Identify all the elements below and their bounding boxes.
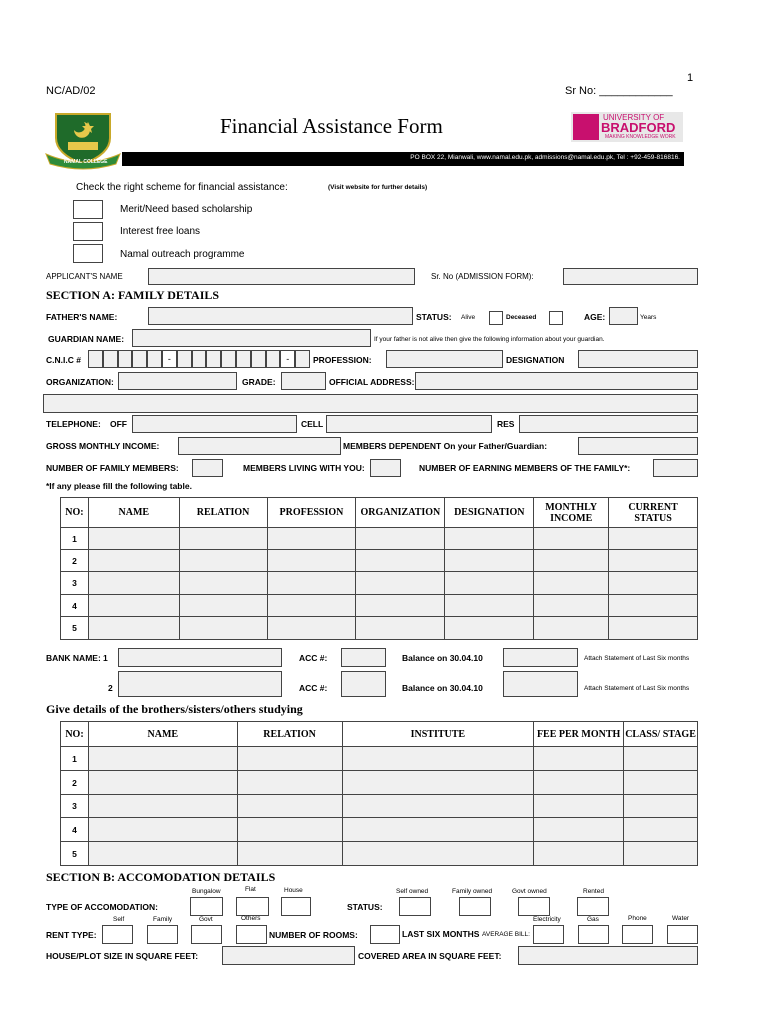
col-current-status: CURRENT STATUS bbox=[609, 498, 698, 528]
bank-row-1-no: 1 bbox=[103, 653, 108, 663]
covered-area-label: COVERED AREA IN SQUARE FEET: bbox=[358, 951, 502, 961]
col-designation: DESIGNATION bbox=[445, 498, 534, 528]
acc-1-label: ACC #: bbox=[299, 653, 328, 663]
bank-name-1-field[interactable] bbox=[118, 648, 282, 667]
water-bill-field[interactable] bbox=[667, 925, 698, 944]
rented-checkbox[interactable] bbox=[577, 897, 609, 916]
form-code: NC/AD/02 bbox=[46, 85, 96, 97]
table-row bbox=[61, 747, 698, 771]
college-logo-text: NAMAL COLLEGE bbox=[64, 159, 108, 165]
family-members-label: NUMBER OF FAMILY MEMBERS: bbox=[46, 463, 179, 473]
balance-2-field[interactable] bbox=[503, 671, 578, 697]
bill-option-electricity: Electricity bbox=[533, 916, 561, 923]
section-b-title: SECTION B: ACCOMODATION DETAILS bbox=[46, 870, 276, 884]
col-no: NO: bbox=[61, 722, 89, 747]
cnic-dash-1: - bbox=[162, 350, 177, 368]
table-note: *If any please fill the following table. bbox=[46, 481, 192, 491]
university-logo-line2: BRADFORD bbox=[601, 120, 676, 135]
table-row bbox=[61, 795, 698, 818]
covered-area-field[interactable] bbox=[518, 946, 698, 965]
rent-option-family: Family bbox=[153, 916, 173, 923]
sr-no-label: Sr No: ____________ bbox=[565, 85, 673, 97]
status-option-rented: Rented bbox=[583, 888, 604, 895]
scheme-checkbox-merit[interactable] bbox=[73, 200, 103, 219]
gross-income-field[interactable] bbox=[178, 437, 341, 455]
family-owned-checkbox[interactable] bbox=[459, 897, 491, 916]
bill-option-water: Water bbox=[672, 915, 690, 922]
rent-family-checkbox[interactable] bbox=[147, 925, 178, 944]
scheme-option-outreach: Namal outreach programme bbox=[120, 249, 245, 260]
balance-1-field[interactable] bbox=[503, 648, 578, 667]
bradford-icon bbox=[573, 114, 599, 140]
telephone-label: TELEPHONE: bbox=[46, 419, 101, 429]
address-bar bbox=[122, 152, 684, 166]
table-row bbox=[61, 842, 698, 866]
cnic-label: C.N.I.C # bbox=[46, 355, 81, 365]
cnic-dash-2: - bbox=[280, 350, 295, 368]
form-title: Financial Assistance Form bbox=[220, 114, 443, 138]
phone-bill-field[interactable] bbox=[622, 925, 653, 944]
balance-1-label: Balance on 30.04.10 bbox=[402, 653, 483, 663]
admission-sr-label: Sr. No (ADMISSION FORM): bbox=[431, 272, 534, 281]
rent-govt-checkbox[interactable] bbox=[191, 925, 222, 944]
type-option-flat: Flat bbox=[245, 886, 256, 893]
rent-option-self: Self bbox=[113, 916, 125, 923]
type-option-house: House bbox=[284, 887, 303, 894]
living-with-you-label: MEMBERS LIVING WITH YOU: bbox=[243, 463, 365, 473]
col-class-stage: CLASS/ STAGE bbox=[624, 722, 698, 747]
university-logo-tagline: MAKING KNOWLEDGE WORK bbox=[605, 134, 676, 140]
col-relation: RELATION bbox=[179, 498, 267, 528]
number-of-rooms-field[interactable] bbox=[370, 925, 400, 944]
alive-label: Alive bbox=[461, 314, 476, 321]
off-label: OFF bbox=[110, 419, 127, 429]
rent-others-checkbox[interactable] bbox=[236, 925, 267, 944]
address-text: PO BOX 22, Mianwali, www.namal.edu.pk, admissions@namal.edu.pk, Tel : +92-459-816816. bbox=[410, 154, 680, 161]
college-logo bbox=[44, 108, 122, 170]
col-institute: INSTITUTE bbox=[342, 722, 534, 747]
col-profession: PROFESSION bbox=[267, 498, 356, 528]
row-number: 4 bbox=[61, 595, 89, 617]
row-number: 1 bbox=[61, 528, 89, 550]
years-label: Years bbox=[640, 314, 657, 321]
living-with-you-field[interactable] bbox=[370, 459, 401, 477]
deceased-checkbox[interactable] bbox=[549, 311, 563, 325]
status-option-govt-owned: Govt owned bbox=[512, 888, 547, 895]
members-dependent-field[interactable] bbox=[578, 437, 698, 455]
guardian-name-field[interactable] bbox=[132, 329, 371, 347]
earning-members-table bbox=[60, 497, 698, 640]
age-field[interactable] bbox=[609, 307, 638, 325]
table-row bbox=[61, 595, 698, 617]
number-of-rooms-label: NUMBER OF ROOMS: bbox=[269, 930, 358, 940]
grade-label: GRADE: bbox=[242, 377, 276, 387]
applicant-name-field[interactable] bbox=[148, 268, 415, 285]
house-checkbox[interactable] bbox=[281, 897, 311, 916]
guardian-note: If your father is not alive then give the following information about your guardian. bbox=[374, 336, 605, 343]
bank-row-2-no: 2 bbox=[108, 683, 113, 693]
type-of-accomodation-label: TYPE OF ACCOMODATION: bbox=[46, 902, 158, 912]
electricity-bill-field[interactable] bbox=[533, 925, 564, 944]
rent-option-others: Others bbox=[241, 915, 261, 922]
col-no: NO: bbox=[61, 498, 89, 528]
col-monthly-income: MONTHLY INCOME bbox=[534, 498, 609, 528]
official-address-field[interactable] bbox=[415, 372, 698, 390]
acc-2-label: ACC #: bbox=[299, 683, 328, 693]
applicant-name-label: APPLICANT'S NAME bbox=[46, 272, 123, 281]
earning-members-label: NUMBER OF EARNING MEMBERS OF THE FAMILY*: bbox=[419, 463, 631, 473]
table-row bbox=[61, 818, 698, 842]
res-label: RES bbox=[497, 419, 515, 429]
plot-size-field[interactable] bbox=[222, 946, 355, 965]
admission-sr-field[interactable] bbox=[563, 268, 698, 285]
acc-1-field[interactable] bbox=[341, 648, 386, 667]
table-row bbox=[61, 528, 698, 550]
rent-type-label: RENT TYPE: bbox=[46, 930, 97, 940]
scheme-checkbox-loans[interactable] bbox=[73, 222, 103, 241]
rent-option-govt: Govt bbox=[199, 916, 213, 923]
acc-2-field[interactable] bbox=[341, 671, 386, 697]
fathers-name-field[interactable] bbox=[148, 307, 413, 325]
bill-option-phone: Phone bbox=[628, 915, 647, 922]
row-number: 4 bbox=[61, 818, 89, 842]
row-number: 2 bbox=[61, 771, 89, 795]
section-a-title: SECTION A: FAMILY DETAILS bbox=[46, 288, 220, 302]
profession-label: PROFESSION: bbox=[313, 355, 372, 365]
self-owned-checkbox[interactable] bbox=[399, 897, 431, 916]
scheme-option-merit: Merit/Need based scholarship bbox=[120, 204, 253, 215]
siblings-title: Give details of the brothers/sisters/others studying bbox=[46, 702, 303, 716]
page-number: 1 bbox=[687, 72, 694, 84]
rent-self-checkbox[interactable] bbox=[102, 925, 133, 944]
bungalow-checkbox[interactable] bbox=[190, 897, 223, 916]
col-organization: ORGANIZATION bbox=[356, 498, 445, 528]
organization-label: ORGANIZATION: bbox=[46, 377, 114, 387]
family-members-field[interactable] bbox=[192, 459, 223, 477]
table-row bbox=[61, 572, 698, 595]
earning-members-field[interactable] bbox=[653, 459, 698, 477]
gross-income-label: GROSS MONTHLY INCOME: bbox=[46, 441, 160, 451]
type-option-bungalow: Bungalow bbox=[192, 888, 221, 895]
status-option-self-owned: Self owned bbox=[396, 888, 429, 895]
age-label: AGE: bbox=[584, 312, 606, 322]
attach-2-note: Attach Statement of Last Six months bbox=[584, 685, 690, 692]
row-number: 3 bbox=[61, 572, 89, 595]
cell-field[interactable] bbox=[326, 415, 492, 433]
bank-name-label: BANK NAME: bbox=[46, 653, 101, 663]
cnic-field[interactable] bbox=[88, 350, 310, 368]
col-name: NAME bbox=[88, 498, 179, 528]
scheme-option-loans: Interest free loans bbox=[120, 226, 201, 237]
designation-field[interactable] bbox=[578, 350, 698, 368]
organization-field[interactable] bbox=[118, 372, 237, 390]
col-name: NAME bbox=[88, 722, 237, 747]
row-number: 1 bbox=[61, 747, 89, 771]
scheme-prompt-note: (Visit website for further details) bbox=[328, 184, 428, 191]
row-number: 2 bbox=[61, 550, 89, 572]
guardian-name-label: GUARDIAN NAME: bbox=[48, 334, 125, 344]
official-address-label: OFFICIAL ADDRESS: bbox=[329, 377, 415, 387]
res-field[interactable] bbox=[519, 415, 698, 433]
accomodation-status-label: STATUS: bbox=[347, 902, 383, 912]
profession-field[interactable] bbox=[386, 350, 503, 368]
status-label: STATUS: bbox=[416, 312, 452, 322]
official-address-field-2[interactable] bbox=[43, 394, 698, 413]
row-number: 5 bbox=[61, 617, 89, 640]
col-fee-per-month: FEE PER MONTH bbox=[534, 722, 624, 747]
col-relation: RELATION bbox=[237, 722, 342, 747]
govt-owned-checkbox[interactable] bbox=[518, 897, 550, 916]
members-dependent-label: MEMBERS DEPENDENT On your Father/Guardian: bbox=[343, 441, 548, 451]
grade-field[interactable] bbox=[281, 372, 326, 390]
designation-label: DESIGNATION bbox=[506, 355, 565, 365]
scheme-prompt: Check the right scheme for financial assistance: bbox=[76, 182, 288, 193]
plot-size-label: HOUSE/PLOT SIZE IN SQUARE FEET: bbox=[46, 951, 199, 961]
row-number: 5 bbox=[61, 842, 89, 866]
attach-1-note: Attach Statement of Last Six months bbox=[584, 655, 690, 662]
average-bill-label: AVERAGE BILL: bbox=[482, 931, 530, 938]
table-row bbox=[61, 617, 698, 640]
gas-bill-field[interactable] bbox=[578, 925, 609, 944]
telephone-off-field[interactable] bbox=[132, 415, 297, 433]
fathers-name-label: FATHER'S NAME: bbox=[46, 312, 118, 322]
deceased-label: Deceased bbox=[506, 314, 537, 321]
last-six-months-label: LAST SIX MONTHS bbox=[402, 929, 480, 939]
siblings-table bbox=[60, 721, 698, 866]
flat-checkbox[interactable] bbox=[236, 897, 269, 916]
table-row bbox=[61, 550, 698, 572]
status-option-family-owned: Family owned bbox=[452, 888, 493, 895]
bill-option-gas: Gas bbox=[587, 916, 599, 923]
alive-checkbox[interactable] bbox=[489, 311, 503, 325]
university-logo-line1: UNIVERSITY OF bbox=[603, 113, 665, 122]
university-logo bbox=[571, 112, 683, 142]
scheme-checkbox-outreach[interactable] bbox=[73, 244, 103, 263]
table-row bbox=[61, 771, 698, 795]
row-number: 3 bbox=[61, 795, 89, 818]
bank-name-2-field[interactable] bbox=[118, 671, 282, 697]
cell-label: CELL bbox=[301, 419, 324, 429]
balance-2-label: Balance on 30.04.10 bbox=[402, 683, 483, 693]
